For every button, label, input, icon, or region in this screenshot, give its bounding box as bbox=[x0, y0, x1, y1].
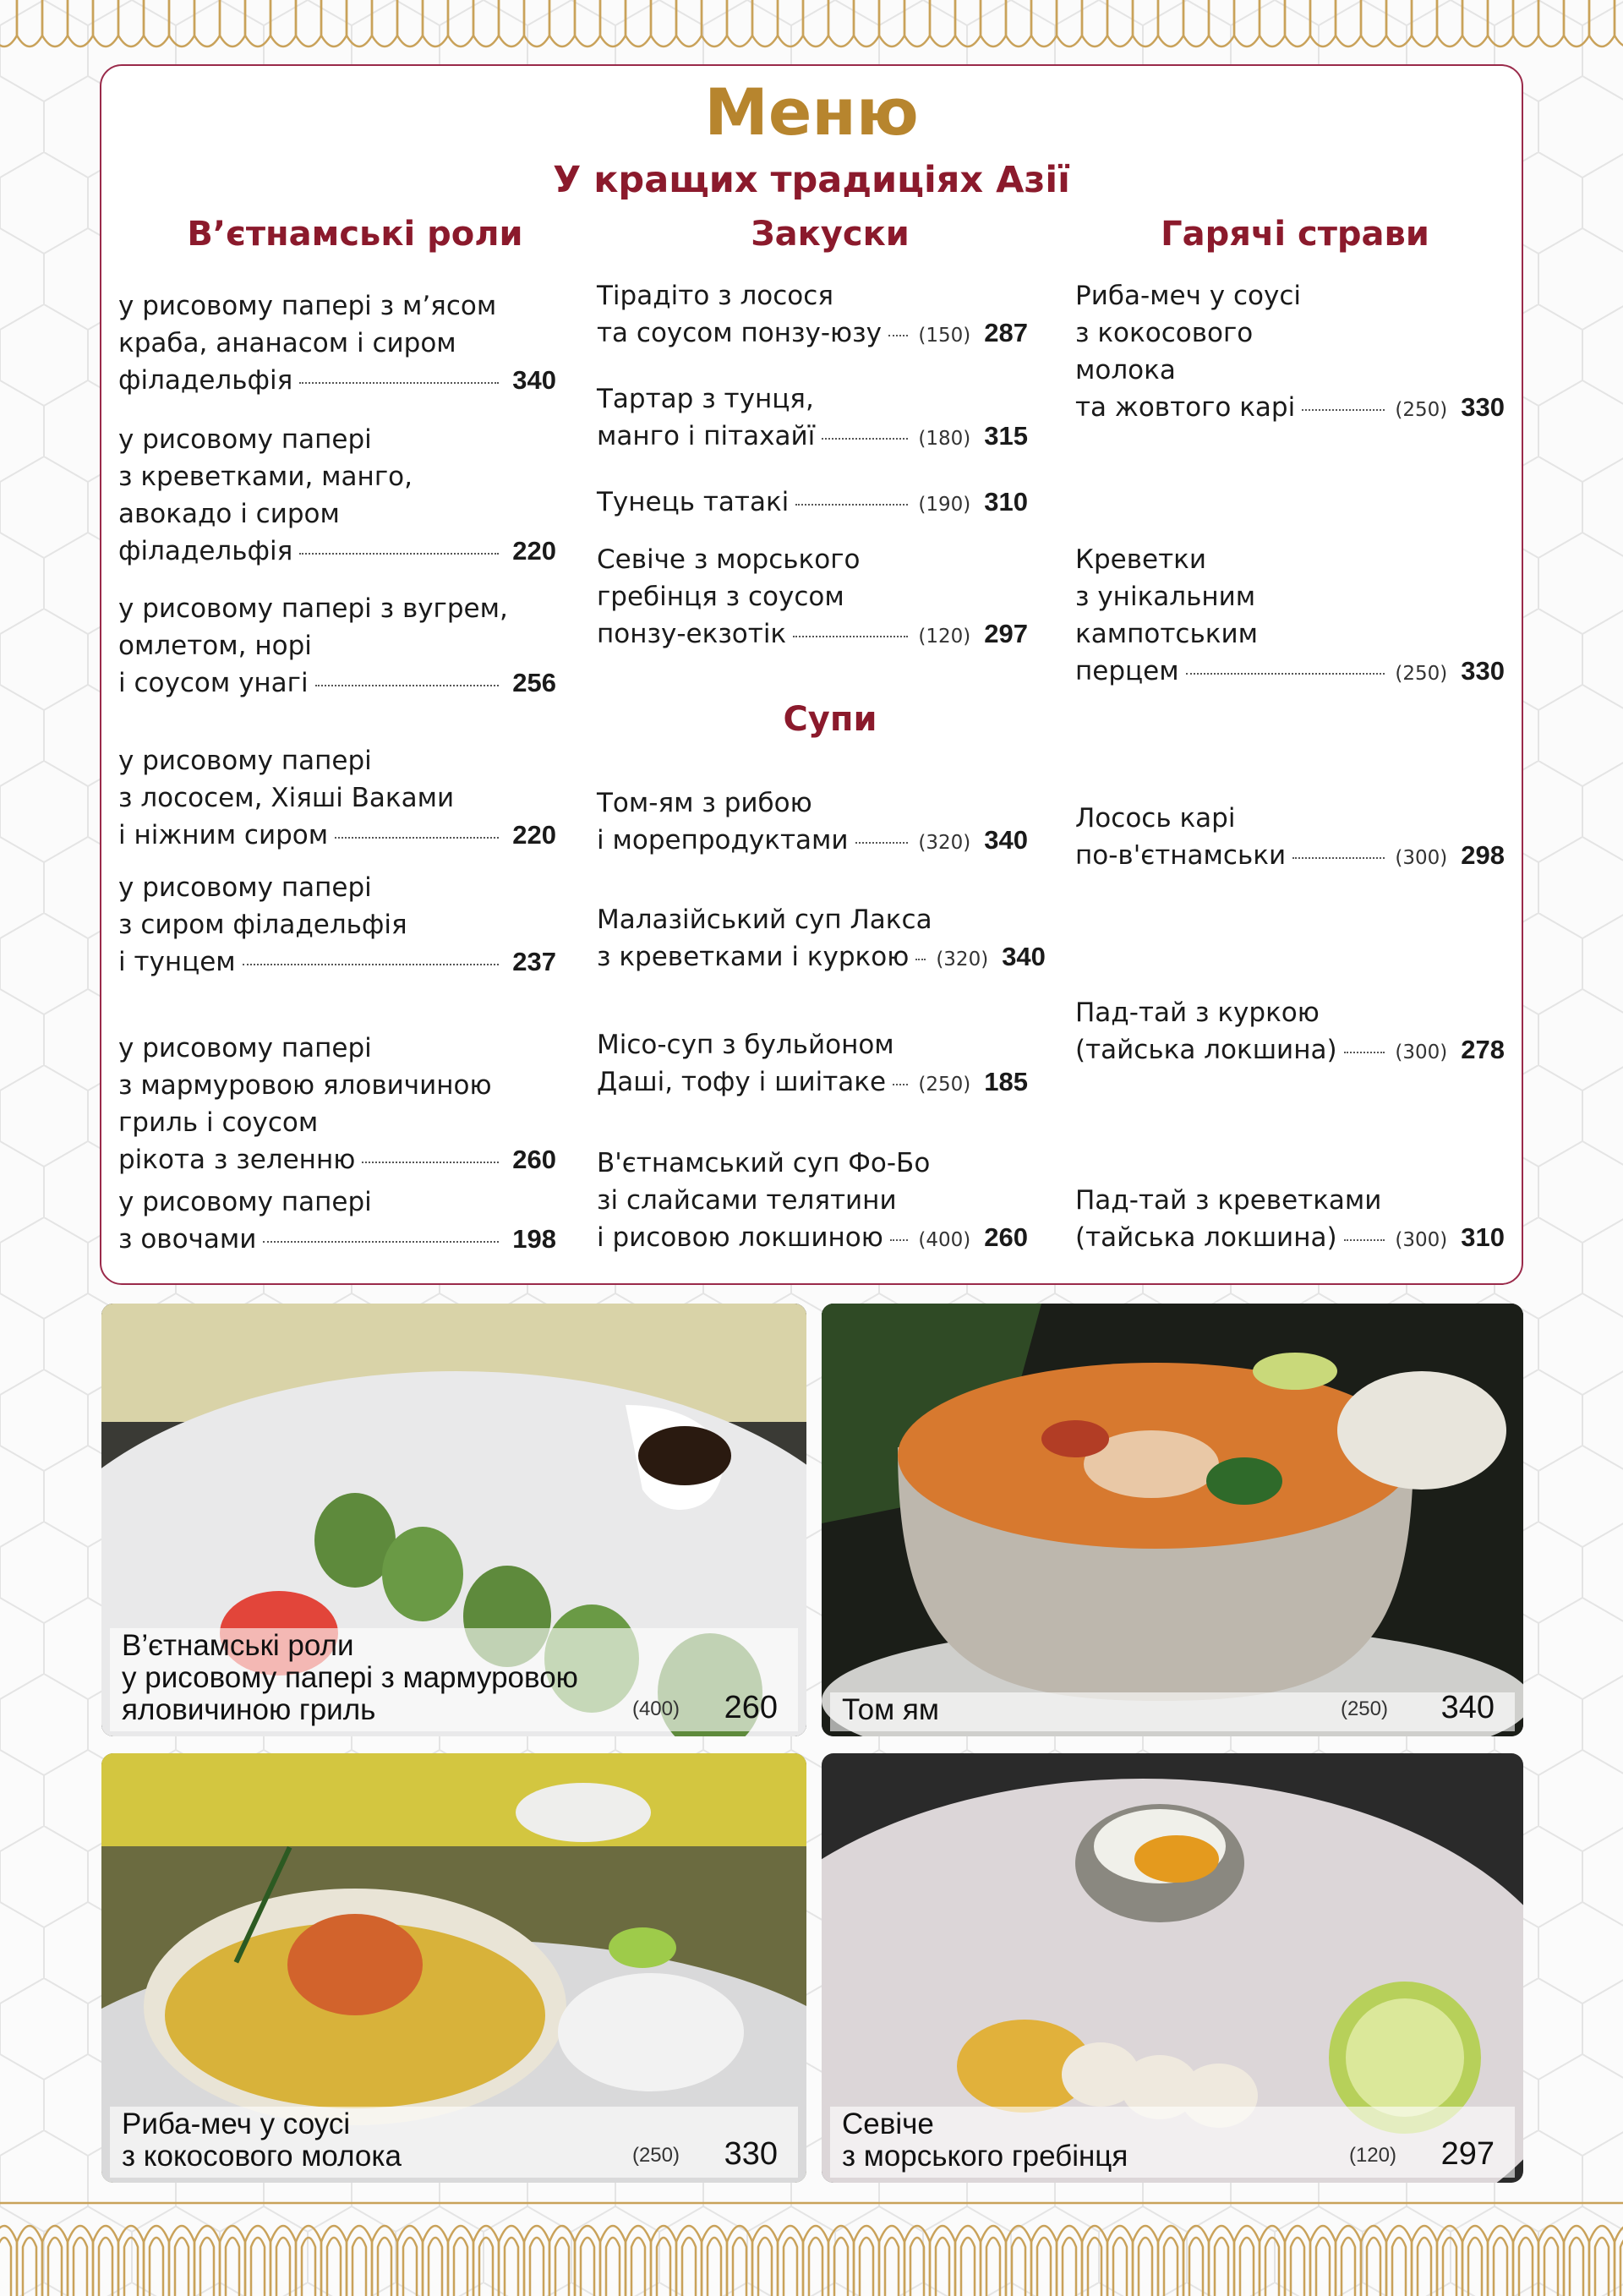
item-price: 310 bbox=[984, 487, 1028, 517]
item-name-line: краба, ананасом і сиром bbox=[118, 328, 456, 358]
item-weight: (300) bbox=[1395, 847, 1448, 869]
item-weight: (250) bbox=[918, 1074, 971, 1096]
dot-leader bbox=[335, 837, 499, 839]
item-price: 340 bbox=[984, 825, 1028, 855]
photo-tom-yam bbox=[822, 1304, 1523, 1736]
item-price-row bbox=[118, 943, 556, 981]
item-price-row bbox=[597, 484, 1028, 523]
item-name-line: філадельфія bbox=[118, 365, 293, 396]
item-name-line: Тірадіто з лосося bbox=[597, 281, 833, 311]
item-name-line: та соусом понзу-юзу bbox=[597, 318, 882, 348]
dot-leader bbox=[315, 685, 500, 686]
item-name-line: з сиром філадельфія bbox=[118, 910, 407, 940]
item-price-row bbox=[1075, 1219, 1505, 1259]
item-price-row bbox=[597, 314, 1028, 354]
caption-weight: (400) bbox=[631, 1697, 680, 1720]
item-name-line: з унікальним bbox=[1075, 582, 1256, 612]
item-name-line: Місо-суп з бульйоном bbox=[597, 1030, 894, 1060]
menu-item bbox=[597, 1145, 1028, 1259]
item-name-line: та жовтого карі bbox=[1075, 392, 1296, 423]
item-price-row bbox=[597, 615, 1028, 655]
menu-item bbox=[597, 784, 1028, 861]
item-name-line: Пад-тай з креветками bbox=[1075, 1185, 1382, 1216]
item-weight: (320) bbox=[918, 832, 971, 854]
item-price-row bbox=[597, 822, 1028, 861]
dot-leader bbox=[1344, 1239, 1385, 1241]
item-weight: (120) bbox=[918, 626, 971, 648]
item-price-row bbox=[118, 817, 556, 854]
item-name-line: з лососем, Хіяші Ваками bbox=[118, 783, 455, 813]
item-name-line: у рисовому папері bbox=[118, 424, 372, 455]
caption-price: 260 bbox=[724, 1690, 778, 1725]
menu-item bbox=[118, 421, 556, 570]
item-price-row bbox=[118, 533, 556, 570]
item-name-line: і ніжним сиром bbox=[118, 820, 329, 850]
item-price: 298 bbox=[1461, 840, 1505, 870]
dot-leader bbox=[299, 382, 499, 384]
dot-leader bbox=[243, 964, 500, 965]
item-weight: (150) bbox=[918, 325, 971, 347]
dot-leader bbox=[795, 504, 908, 506]
item-name-line: у рисовому папері з м’ясом bbox=[118, 291, 497, 321]
item-price-row bbox=[118, 664, 556, 702]
item-price: 310 bbox=[1461, 1222, 1505, 1252]
item-name-line: Даші, тофу і шиітаке bbox=[597, 1067, 887, 1097]
item-name-line: з мармуровою яловичиною bbox=[118, 1070, 492, 1101]
item-name-line: Том-ям з рибою bbox=[597, 788, 812, 818]
menu-title: Меню bbox=[704, 74, 919, 150]
item-name-line: гребінця з соусом bbox=[597, 582, 844, 612]
dot-leader bbox=[890, 1239, 909, 1241]
menu-item bbox=[118, 742, 556, 854]
item-name-line: з кокосового bbox=[1075, 318, 1254, 348]
menu-item bbox=[1075, 541, 1505, 692]
item-price: 340 bbox=[512, 365, 556, 395]
dot-leader bbox=[362, 1162, 499, 1163]
item-name-line: молока bbox=[1075, 355, 1176, 385]
caption-weight: (120) bbox=[1348, 2144, 1396, 2167]
menu-item bbox=[118, 869, 556, 981]
item-name-line: В'єтнамський суп Фо-Бо bbox=[597, 1148, 931, 1178]
caption-line: яловичиною гриль bbox=[122, 1693, 376, 1726]
dot-leader bbox=[893, 1084, 908, 1085]
menu-item bbox=[118, 287, 556, 399]
caption-line: В’єтнамські роли bbox=[122, 1629, 354, 1662]
item-price-row bbox=[597, 1063, 1028, 1103]
item-name-line: Пад-тай з куркою bbox=[1075, 998, 1320, 1028]
item-name-line: по-в'єтнамськи bbox=[1075, 840, 1287, 871]
item-price: 185 bbox=[984, 1067, 1028, 1096]
caption-line: у рисовому папері з мармуровою bbox=[122, 1661, 578, 1694]
item-name-line: Малазійський суп Лакса bbox=[597, 905, 932, 935]
item-weight: (250) bbox=[1395, 399, 1448, 421]
item-price-row bbox=[118, 362, 556, 399]
caption-line: з морського гребінця bbox=[842, 2140, 1128, 2173]
category-appetizers: Закуски bbox=[751, 215, 910, 254]
menu-item bbox=[118, 1184, 556, 1258]
item-name-line: Лосось карі bbox=[1075, 803, 1236, 834]
menu-item bbox=[597, 380, 1028, 457]
item-price-row bbox=[1075, 837, 1505, 877]
menu-item bbox=[1075, 1182, 1505, 1259]
photo-caption bbox=[110, 1628, 798, 1731]
category-soups: Супи bbox=[783, 700, 877, 739]
menu-item bbox=[1075, 800, 1505, 877]
item-name-line: з креветками, манго, bbox=[118, 462, 413, 492]
item-name-line: у рисовому папері bbox=[118, 872, 372, 903]
item-price: 287 bbox=[984, 318, 1028, 347]
item-price-row bbox=[1075, 653, 1505, 692]
item-weight: (320) bbox=[936, 948, 989, 970]
menu-item bbox=[597, 277, 1028, 354]
item-price: 315 bbox=[984, 421, 1028, 451]
item-price-row bbox=[118, 1221, 556, 1258]
item-price-row bbox=[1075, 1031, 1505, 1071]
item-weight: (300) bbox=[1395, 1229, 1448, 1251]
category-hot-dishes: Гарячі страви bbox=[1161, 215, 1429, 254]
item-name-line: (тайська локшина) bbox=[1075, 1035, 1337, 1065]
item-name-line: і морепродуктами bbox=[597, 825, 849, 856]
caption-line: Риба-меч у соусі bbox=[122, 2107, 351, 2140]
dot-leader bbox=[1302, 409, 1385, 411]
menu-item bbox=[597, 541, 1028, 655]
item-name-line: Креветки bbox=[1075, 544, 1207, 575]
bottom-scallop-ornament bbox=[0, 2195, 1623, 2296]
menu-card bbox=[100, 64, 1523, 1285]
item-name-line: омлетом, норі bbox=[118, 631, 312, 661]
item-price: 256 bbox=[512, 668, 556, 697]
item-price-row bbox=[1075, 389, 1505, 429]
photo-swordfish bbox=[101, 1753, 806, 2183]
menu-item bbox=[1075, 994, 1505, 1071]
item-name-line: кампотським bbox=[1075, 619, 1258, 649]
item-name-line: і тунцем bbox=[118, 947, 236, 977]
item-name-line: з овочами bbox=[118, 1224, 257, 1255]
caption-price: 340 bbox=[1440, 1690, 1495, 1725]
item-price-row bbox=[597, 418, 1028, 457]
item-price: 297 bbox=[984, 619, 1028, 648]
dot-leader bbox=[855, 842, 909, 844]
item-price: 260 bbox=[984, 1222, 1028, 1252]
item-name-line: і рисовою локшиною bbox=[597, 1222, 883, 1253]
item-weight: (400) bbox=[918, 1229, 971, 1251]
item-name-line: гриль і соусом bbox=[118, 1107, 319, 1138]
dot-leader bbox=[1292, 857, 1385, 859]
top-scallop-ornament bbox=[0, 0, 1623, 59]
item-name-line: Риба-меч у соусі bbox=[1075, 281, 1301, 311]
item-price-row bbox=[597, 938, 1046, 978]
menu-item bbox=[597, 484, 1028, 523]
tom-yam-bowl-image bbox=[822, 1304, 1523, 1736]
item-name-line: і соусом унагі bbox=[118, 668, 309, 698]
item-price: 330 bbox=[1461, 392, 1505, 422]
item-name-line: (тайська локшина) bbox=[1075, 1222, 1337, 1253]
caption-price: 330 bbox=[724, 2136, 778, 2172]
item-price: 220 bbox=[512, 820, 556, 850]
category-vietnamese-rolls: В’єтнамські роли bbox=[187, 215, 523, 254]
item-name-line: Тунець татакі bbox=[597, 487, 790, 517]
dot-leader bbox=[822, 438, 908, 440]
item-weight: (250) bbox=[1395, 663, 1448, 685]
menu-item bbox=[118, 1030, 556, 1178]
item-name-line: філадельфія bbox=[118, 536, 293, 566]
caption-weight: (250) bbox=[631, 2144, 680, 2167]
item-name-line: у рисовому папері з вугрем, bbox=[118, 593, 508, 624]
menu-item bbox=[1075, 277, 1505, 429]
photo-caption bbox=[830, 2107, 1515, 2178]
item-price: 330 bbox=[1461, 656, 1505, 686]
item-name-line: манго і пітахайї bbox=[597, 421, 816, 451]
menu-subtitle: У кращих традиціях Азії bbox=[553, 159, 1070, 201]
item-name-line: у рисовому папері bbox=[118, 1033, 372, 1063]
item-weight: (180) bbox=[918, 428, 971, 450]
item-name-line: зі слайсами телятини bbox=[597, 1185, 897, 1216]
dot-leader bbox=[1344, 1052, 1385, 1053]
item-name-line: перцем bbox=[1075, 656, 1179, 686]
dot-leader bbox=[263, 1241, 499, 1243]
dot-leader bbox=[888, 335, 908, 336]
item-price: 237 bbox=[512, 947, 556, 976]
item-price: 278 bbox=[1461, 1035, 1505, 1064]
item-price: 260 bbox=[512, 1145, 556, 1174]
menu-item bbox=[597, 901, 1046, 978]
item-weight: (190) bbox=[918, 494, 971, 516]
item-price-row bbox=[118, 1141, 556, 1178]
dot-leader bbox=[915, 959, 926, 960]
dot-leader bbox=[299, 553, 499, 555]
item-name-line: Севіче з морського bbox=[597, 544, 861, 575]
photo-vietnamese-rolls bbox=[101, 1304, 806, 1736]
photo-caption bbox=[110, 2107, 798, 2178]
caption-line: Севіче bbox=[842, 2107, 934, 2140]
item-name-line: з креветками і куркою bbox=[597, 942, 910, 972]
item-price: 220 bbox=[512, 536, 556, 566]
item-name-line: авокадо і сиром bbox=[118, 499, 340, 529]
item-price: 198 bbox=[512, 1224, 556, 1254]
caption-line: з кокосового молока bbox=[122, 2140, 402, 2173]
item-weight: (300) bbox=[1395, 1041, 1448, 1063]
caption-price: 297 bbox=[1440, 2136, 1495, 2172]
item-name-line: понзу-екзотік bbox=[597, 619, 787, 649]
caption-line: Том ям bbox=[842, 1693, 939, 1726]
menu-item bbox=[597, 1026, 1028, 1103]
item-name-line: Тартар з тунця, bbox=[597, 384, 814, 414]
item-price: 340 bbox=[1002, 942, 1046, 971]
dot-leader bbox=[793, 636, 908, 637]
item-name-line: рікота з зеленню bbox=[118, 1145, 356, 1175]
item-name-line: у рисовому папері bbox=[118, 1187, 372, 1217]
photo-caption bbox=[830, 1692, 1515, 1731]
menu-item bbox=[118, 590, 556, 702]
photo-ceviche bbox=[822, 1753, 1523, 2183]
dot-leader bbox=[1186, 673, 1385, 675]
item-name-line: у рисовому папері bbox=[118, 746, 372, 776]
caption-weight: (250) bbox=[1340, 1697, 1388, 1720]
item-price-row bbox=[597, 1219, 1028, 1259]
